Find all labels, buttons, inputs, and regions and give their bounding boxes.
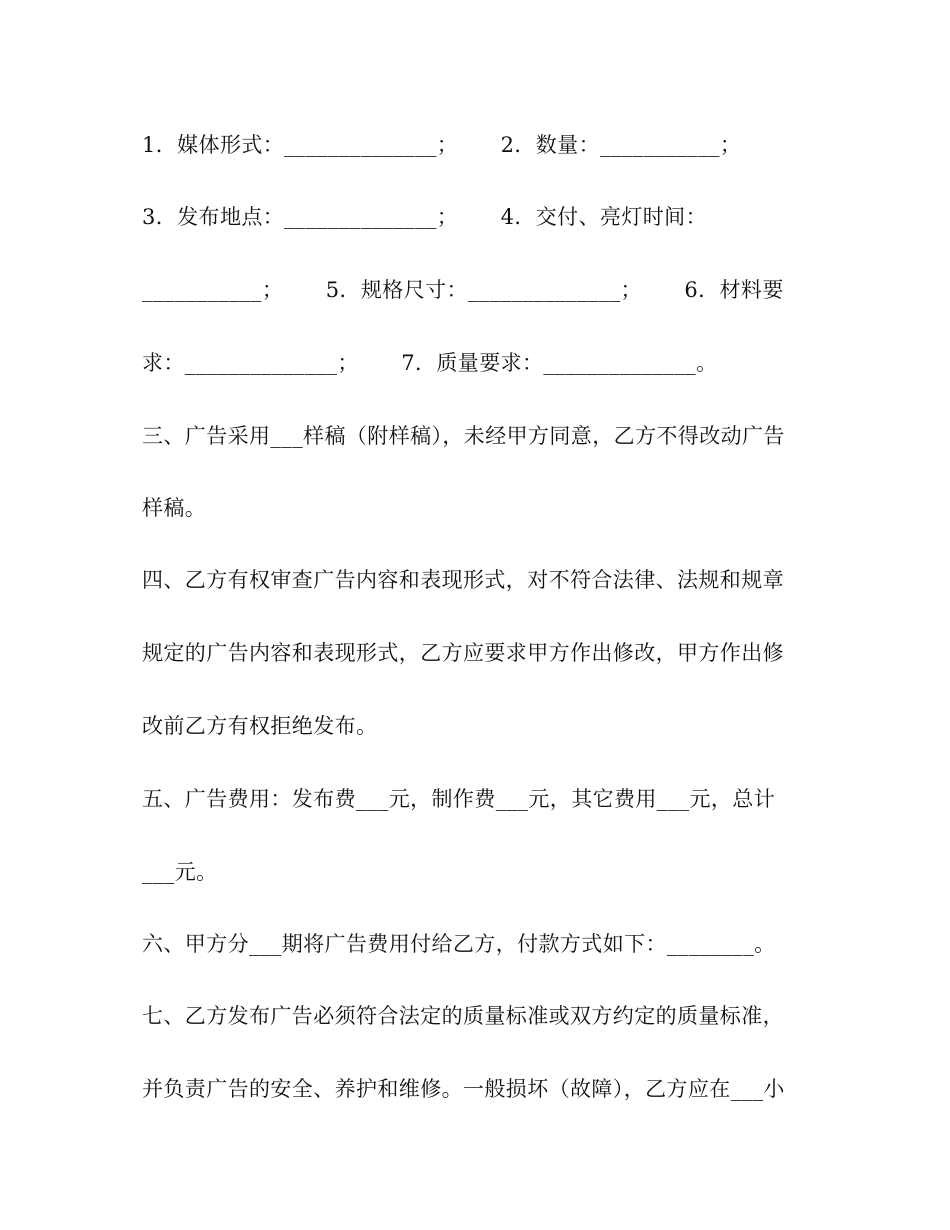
text-line-5: 三、广告采用___样稿（附样稿），未经甲方同意，乙方不得改动广告 [142,424,785,448]
text-line-4: 求：______________； 7．质量要求：______________。 [142,351,718,375]
text-line-8: 规定的广告内容和表现形式，乙方应要求甲方作出修改，甲方作出修 [142,641,784,665]
text-line-13: 七、乙方发布广告必须符合法定的质量标准或双方约定的质量标准， [142,1004,784,1028]
text-line-10: 五、广告费用：发布费___元，制作费___元，其它费用___元，总计 [142,787,776,811]
text-line-3: ___________； 5．规格尺寸：______________； 6．材料要 [142,278,784,302]
text-line-6: 样稿。 [142,496,207,520]
text-line-7: 四、乙方有权审查广告内容和表现形式，对不符合法律、法规和规章 [142,568,784,592]
text-line-12: 六、甲方分___期将广告费用付给乙方，付款方式如下：________。 [142,932,776,956]
text-line-1: 1．媒体形式：______________； 2．数量：___________； [142,133,742,157]
text-line-9: 改前乙方有权拒绝发布。 [142,714,378,738]
text-line-14: 并负责广告的安全、养护和维修。一般损坏（故障），乙方应在___小 [142,1077,785,1101]
text-line-11: ___元。 [142,860,218,884]
text-line-2: 3．发布地点：______________； 4．交付、亮灯时间： [142,205,707,229]
